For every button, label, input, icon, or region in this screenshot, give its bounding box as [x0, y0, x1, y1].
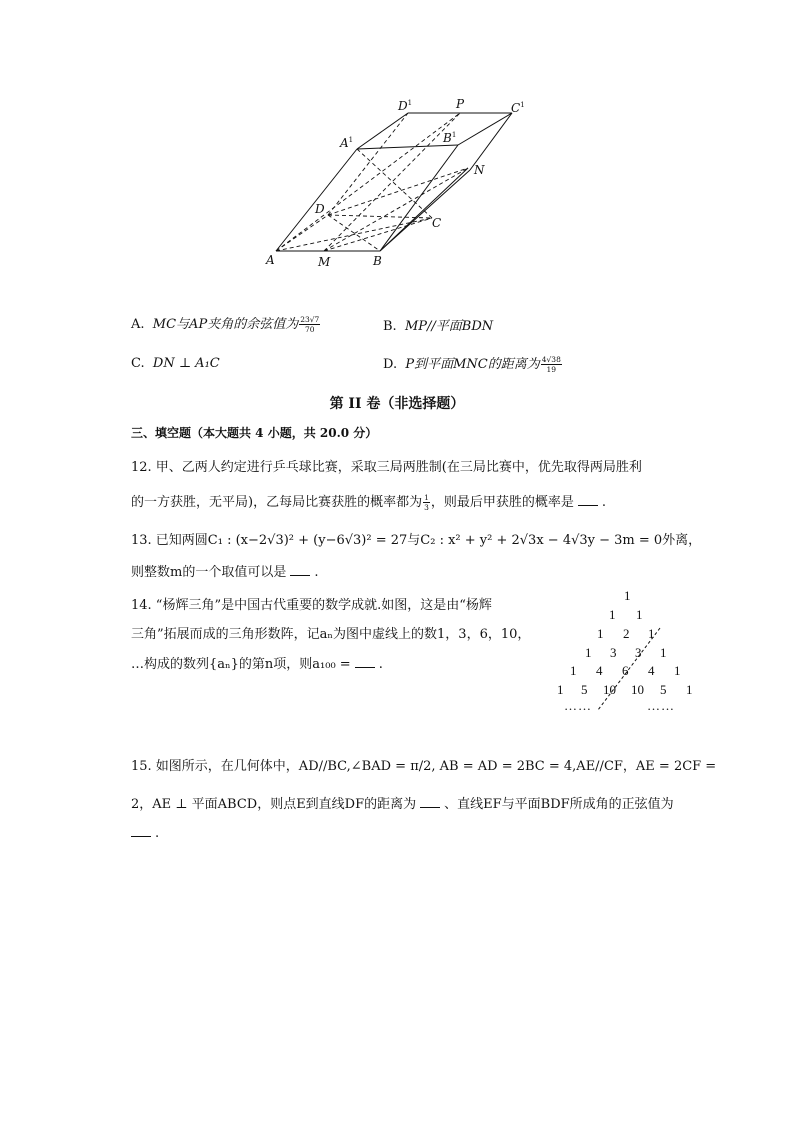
- q15-line2: 2，AE ⊥ 平面ABCD，则点E到直线DF的距离为 、直线EF与平面BDF所成角的正弦值为: [131, 797, 674, 812]
- option-c: C. DN ⊥ A₁C: [131, 356, 220, 371]
- label-A1: $A^1$: [340, 136, 354, 150]
- option-a: A. MC与AP夹角的余弦值为 $\frac{23√7}{70}$: [131, 315, 320, 334]
- label-D: D: [315, 202, 325, 216]
- edge-B1C1: [458, 113, 512, 145]
- part-title: 三、填空题（本大题共 4 小题，共 20.0 分）: [131, 426, 378, 440]
- tri-r5-1: 5: [581, 682, 588, 697]
- tri-r2-0: 1: [597, 626, 604, 641]
- tri-r3-1: 3: [610, 645, 617, 660]
- label-C: C: [432, 216, 442, 230]
- tri-r4-3: 4: [648, 663, 655, 678]
- tri-r4-2: 6: [622, 663, 629, 678]
- option-d: D. P到平面MNC的距离为 $\frac{4√38}{19}$: [383, 355, 561, 374]
- label-M: M: [318, 255, 331, 269]
- option-b: B. MP//平面BDN: [383, 319, 494, 334]
- tri-r0-0: 1: [624, 588, 631, 603]
- edge-A1B1: [357, 145, 458, 149]
- tri-r2-2: 1: [648, 626, 655, 641]
- label-B1: $B^1$: [443, 131, 457, 145]
- q14-blank: [355, 657, 375, 668]
- triangle-dashed-line: [590, 626, 670, 716]
- q13-blank: [290, 565, 310, 576]
- label-D1: $D^1$: [398, 99, 413, 113]
- label-B: B: [373, 254, 382, 268]
- q14-line1: 14. “杨辉三角”是中国古代重要的数学成就.如图，这是由“杨辉: [131, 598, 492, 613]
- tri-r3-0: 1: [585, 645, 592, 660]
- edge-C1C: [470, 113, 512, 170]
- q14-line3: …构成的数列{aₙ}的第n项，则a₁₀₀ = .: [131, 657, 383, 672]
- q12-blank: [578, 495, 598, 506]
- tri-r5-4: 5: [660, 682, 667, 697]
- edge-BB1: [380, 145, 458, 251]
- tri-r1-0: 1: [609, 607, 616, 622]
- q15-blank-2: [131, 826, 151, 837]
- dashed-DD1: [328, 113, 408, 215]
- label-A: A: [266, 253, 275, 267]
- q12-line1: 12. 甲、乙两人约定进行乒乓球比赛，采取三局两胜制(在三局比赛中，优先取得两局胜利: [131, 460, 642, 475]
- tri-r5-3: 10: [631, 682, 644, 697]
- tri-r4-1: 4: [596, 663, 603, 678]
- tri-r2-1: 2: [623, 626, 630, 641]
- dashed-AP: [276, 113, 460, 251]
- q15-blank-1: [420, 797, 440, 808]
- q12-line2: 的一方获胜，无平局)，乙每局比赛获胜的概率都为 $\frac{1}{3}$ ，则最后甲获胜的概率是 .: [131, 493, 607, 512]
- tri-dots-left: ……: [564, 698, 592, 713]
- q13-line2: 则整数m的一个取值可以是 .: [131, 565, 319, 580]
- tri-r5-2: 10: [603, 682, 616, 697]
- parallelepiped-figure: [260, 95, 540, 275]
- option-d-fraction: $\frac{4√38}{19}$: [541, 355, 561, 374]
- q15-line3: .: [131, 826, 159, 841]
- tri-r5-5: 1: [686, 682, 693, 697]
- option-a-fraction: $\frac{23√7}{70}$: [300, 315, 320, 334]
- edge-AA1: [276, 149, 357, 251]
- dashed-A1C: [357, 149, 432, 218]
- tri-r4-0: 1: [570, 663, 577, 678]
- q14-line2: 三角”拓展而成的三角形数阵，记aₙ为图中虚线上的数1，3，6，10，: [131, 627, 531, 642]
- tri-r4-4: 1: [674, 663, 681, 678]
- q15-line1: 15. 如图所示，在几何体中，AD//BC,∠BAD = π/2, AB = AD = 2BC = 4,AE//CF，AE = 2CF =: [131, 759, 717, 774]
- q12-fraction: $\frac{1}{3}$: [424, 493, 429, 512]
- q13-line1: 13. 已知两圆C₁ : (x−2√3)² + (y−6√3)² = 27与C₂ : x² + y² + 2√3x − 4√3y − 3m = 0外离，: [131, 533, 702, 548]
- edge-A1D1: [357, 113, 408, 149]
- tri-r3-2: 3: [635, 645, 642, 660]
- tri-r1-1: 1: [636, 607, 643, 622]
- label-N: N: [474, 163, 485, 177]
- label-P: P: [456, 97, 465, 111]
- tri-r3-3: 1: [660, 645, 667, 660]
- tri-dots-right: ……: [647, 698, 675, 713]
- dashed-MN: [324, 168, 468, 251]
- tri-r5-0: 1: [557, 682, 564, 697]
- label-C1: $C^1$: [511, 101, 525, 115]
- section-title: 第 II 卷（非选择题）: [329, 396, 465, 412]
